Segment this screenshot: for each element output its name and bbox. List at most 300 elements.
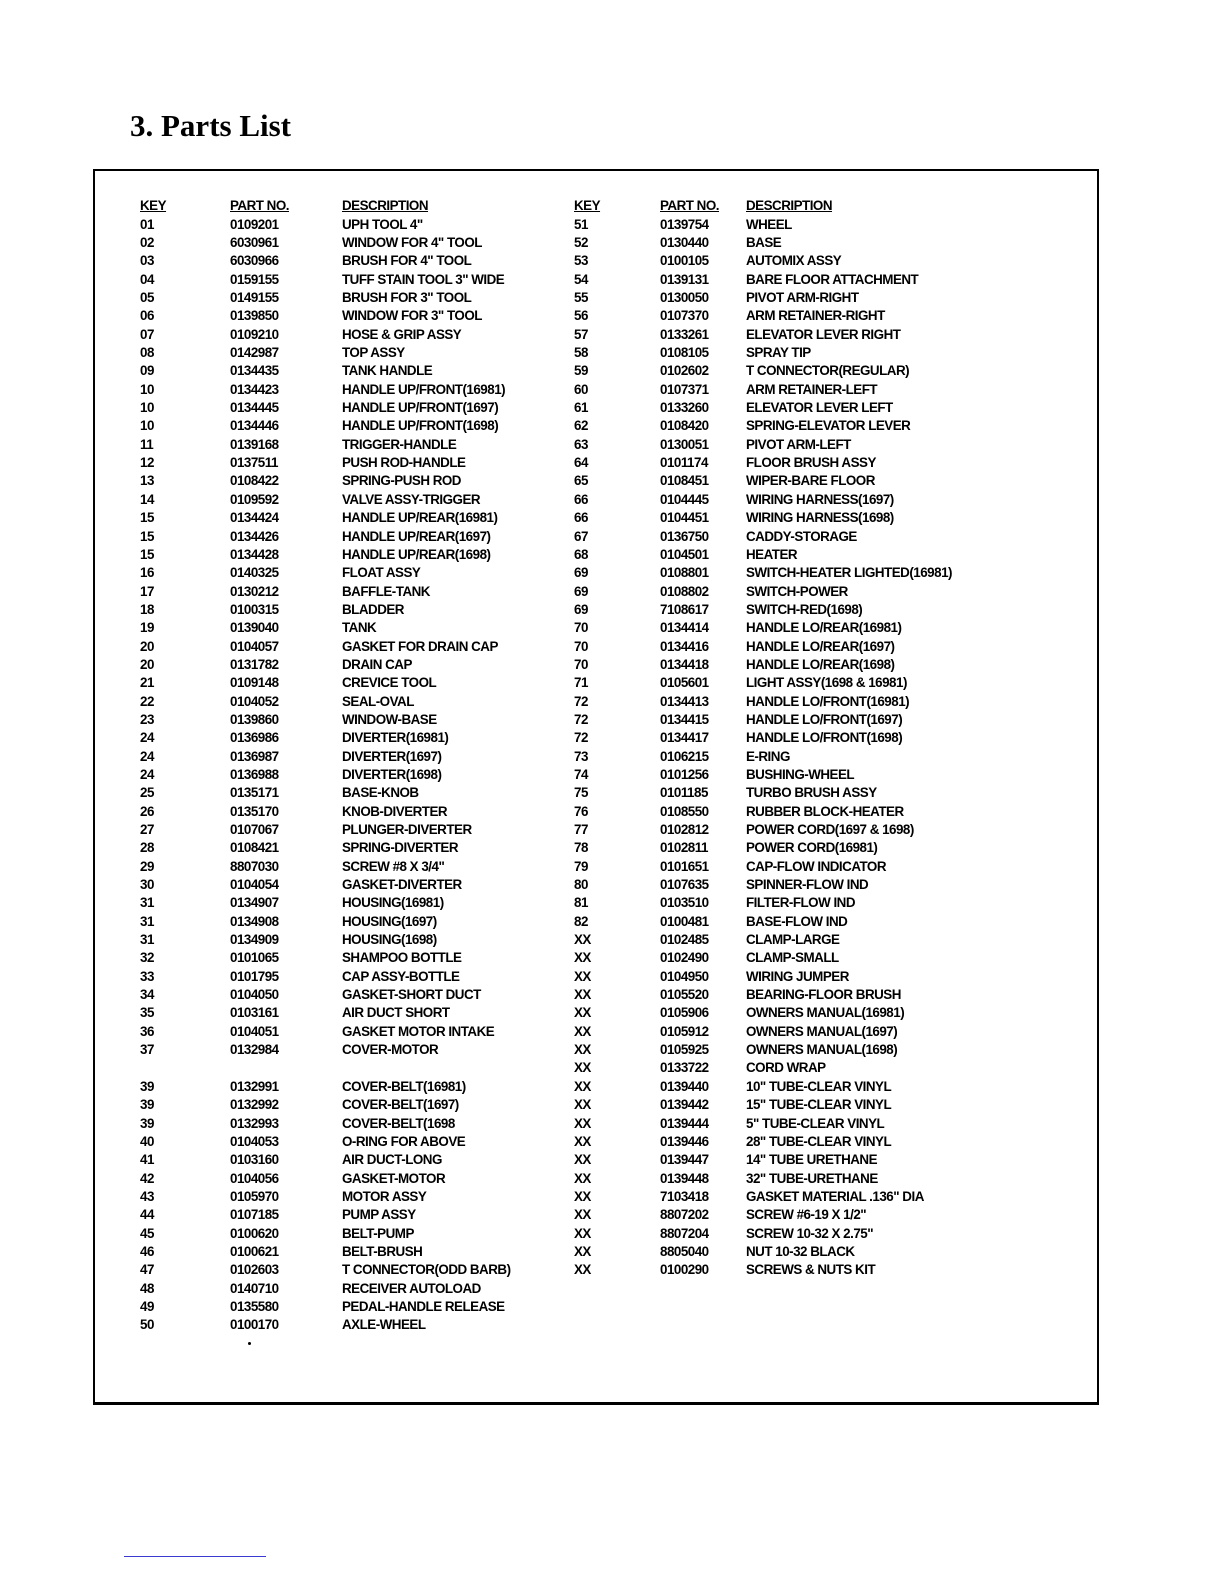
key-cell: 15 xyxy=(140,510,154,526)
description-cell: SCREW #6-19 X 1/2" xyxy=(746,1207,867,1223)
part-no-cell: 8807202 xyxy=(660,1207,709,1223)
bottom-rule xyxy=(124,1556,266,1557)
part-no-cell: 0136986 xyxy=(230,730,279,746)
part-no-cell: 0135580 xyxy=(230,1298,279,1314)
key-cell: 10 xyxy=(140,400,154,416)
key-cell: 02 xyxy=(140,235,154,251)
description-cell: ELEVATOR LEVER RIGHT xyxy=(746,326,901,342)
part-no-cell: 0100620 xyxy=(230,1225,279,1241)
description-cell: HANDLE LO/REAR(1697) xyxy=(746,638,895,654)
part-no-cell: 0131782 xyxy=(230,656,279,672)
table-row xyxy=(574,729,1006,747)
description-cell: LIGHT ASSY(1698 & 16981) xyxy=(746,675,907,691)
description-cell: SCREWS & NUTS KIT xyxy=(746,1262,876,1278)
description-cell: WIPER-BARE FLOOR xyxy=(746,473,875,489)
key-cell: 20 xyxy=(140,656,154,672)
description-cell: WIRING HARNESS(1697) xyxy=(746,491,894,507)
part-no-cell: 0139447 xyxy=(660,1152,709,1168)
table-row xyxy=(140,1316,572,1334)
description-cell: AIR DUCT SHORT xyxy=(342,1005,450,1021)
part-no-cell: 0104057 xyxy=(230,638,279,654)
table-row xyxy=(140,1242,572,1260)
header-description: DESCRIPTION xyxy=(746,197,833,213)
key-cell: 33 xyxy=(140,968,154,984)
table-row xyxy=(574,252,1006,270)
key-cell: 20 xyxy=(140,638,154,654)
key-cell: 21 xyxy=(140,675,154,691)
key-cell: XX xyxy=(574,1097,591,1113)
part-no-cell: 7103418 xyxy=(660,1188,709,1204)
description-cell: HANDLE LO/FRONT(1698) xyxy=(746,730,903,746)
part-no-cell: 7108617 xyxy=(660,601,709,617)
description-cell: HOUSING(16981) xyxy=(342,895,444,911)
table-row xyxy=(574,1187,1006,1205)
table-row xyxy=(140,930,572,948)
table-row xyxy=(140,545,572,563)
key-cell: 76 xyxy=(574,803,588,819)
key-cell: 26 xyxy=(140,803,154,819)
key-cell: 23 xyxy=(140,711,154,727)
key-cell: XX xyxy=(574,1152,591,1168)
table-row xyxy=(574,637,1006,655)
key-cell: 77 xyxy=(574,822,588,838)
part-no-cell: 0108105 xyxy=(660,345,709,361)
part-no-cell: 0136750 xyxy=(660,528,709,544)
key-cell: 22 xyxy=(140,693,154,709)
part-no-cell: 0109148 xyxy=(230,675,279,691)
table-row xyxy=(140,490,572,508)
part-no-cell: 0108421 xyxy=(230,840,279,856)
table-row xyxy=(140,472,572,490)
table-row xyxy=(140,307,572,325)
table-row xyxy=(574,875,1006,893)
key-cell: 81 xyxy=(574,895,588,911)
key-cell: 48 xyxy=(140,1280,154,1296)
description-cell: PLUNGER-DIVERTER xyxy=(342,822,472,838)
key-cell: 66 xyxy=(574,491,588,507)
description-cell: BASE xyxy=(746,235,782,251)
table-row xyxy=(140,1169,572,1187)
description-cell: TANK HANDLE xyxy=(342,363,433,379)
key-cell: 60 xyxy=(574,381,588,397)
table-row xyxy=(140,325,572,343)
key-cell: 24 xyxy=(140,748,154,764)
table-row xyxy=(140,655,572,673)
description-cell: DIVERTER(1698) xyxy=(342,766,442,782)
key-cell: 70 xyxy=(574,620,588,636)
table-row xyxy=(574,1261,1006,1279)
description-cell: HANDLE UP/FRONT(1697) xyxy=(342,400,499,416)
description-cell: PIVOT ARM-LEFT xyxy=(746,436,851,452)
description-cell: CLAMP-SMALL xyxy=(746,950,839,966)
description-cell: CREVICE TOOL xyxy=(342,675,437,691)
part-no-cell: 0102602 xyxy=(660,363,709,379)
part-no-cell: 0102603 xyxy=(230,1262,279,1278)
header-part-no: PART NO. xyxy=(660,197,719,213)
table-row xyxy=(140,1297,572,1315)
description-cell: E-RING xyxy=(746,748,790,764)
table-row xyxy=(574,582,1006,600)
part-no-cell: 0100621 xyxy=(230,1243,279,1259)
header-key: KEY xyxy=(140,197,167,213)
description-cell: UPH TOOL 4" xyxy=(342,216,423,232)
table-row xyxy=(574,655,1006,673)
part-no-cell: 0101065 xyxy=(230,950,279,966)
description-cell: FLOAT ASSY xyxy=(342,565,421,581)
table-row xyxy=(140,1151,572,1169)
part-no-cell: 0136988 xyxy=(230,766,279,782)
part-no-cell: 0106215 xyxy=(660,748,709,764)
key-cell: XX xyxy=(574,1188,591,1204)
key-cell: 79 xyxy=(574,858,588,874)
part-no-cell: 0132993 xyxy=(230,1115,279,1131)
key-cell: 03 xyxy=(140,253,154,269)
description-cell: TRIGGER-HANDLE xyxy=(342,436,457,452)
table-row xyxy=(140,674,572,692)
part-no-cell: 0139440 xyxy=(660,1078,709,1094)
part-no-cell: 0134414 xyxy=(660,620,709,636)
table-row xyxy=(574,894,1006,912)
key-cell: 14 xyxy=(140,491,154,507)
part-no-cell: 0100105 xyxy=(660,253,709,269)
key-cell: 78 xyxy=(574,840,588,856)
key-cell: 59 xyxy=(574,363,588,379)
table-row xyxy=(574,215,1006,233)
key-cell: XX xyxy=(574,1207,591,1223)
part-no-cell: 0104056 xyxy=(230,1170,279,1186)
table-row xyxy=(140,1132,572,1150)
description-cell: BARE FLOOR ATTACHMENT xyxy=(746,271,919,287)
part-no-cell: 0134907 xyxy=(230,895,279,911)
key-cell: 27 xyxy=(140,822,154,838)
key-cell: 39 xyxy=(140,1115,154,1131)
table-row xyxy=(140,875,572,893)
key-cell: 61 xyxy=(574,400,588,416)
description-cell: ARM RETAINER-LEFT xyxy=(746,381,878,397)
description-cell: SPRING-PUSH ROD xyxy=(342,473,461,489)
part-no-cell: 0133260 xyxy=(660,400,709,416)
part-no-cell: 0132991 xyxy=(230,1078,279,1094)
part-no-cell: 0108451 xyxy=(660,473,709,489)
table-row xyxy=(574,619,1006,637)
rows-right xyxy=(574,215,1006,1279)
key-cell: 80 xyxy=(574,877,588,893)
part-no-cell: 0134435 xyxy=(230,363,279,379)
table-row xyxy=(574,1059,1006,1077)
part-no-cell: 0109592 xyxy=(230,491,279,507)
key-cell: 07 xyxy=(140,326,154,342)
description-cell: POWER CORD(1697 & 1698) xyxy=(746,822,914,838)
key-cell: XX xyxy=(574,950,591,966)
part-no-cell: 0136987 xyxy=(230,748,279,764)
description-cell: TUFF STAIN TOOL 3" WIDE xyxy=(342,271,505,287)
description-cell: 28" TUBE-CLEAR VINYL xyxy=(746,1133,892,1149)
key-cell: 49 xyxy=(140,1298,154,1314)
description-cell: AUTOMIX ASSY xyxy=(746,253,842,269)
part-no-cell: 0108802 xyxy=(660,583,709,599)
table-row xyxy=(574,545,1006,563)
key-cell: XX xyxy=(574,1060,591,1076)
description-cell: DIVERTER(16981) xyxy=(342,730,449,746)
table-row xyxy=(140,252,572,270)
table-row xyxy=(574,398,1006,416)
key-cell: 55 xyxy=(574,290,588,306)
key-cell: 31 xyxy=(140,932,154,948)
part-no-cell: 0107371 xyxy=(660,381,709,397)
part-no-cell: 0107067 xyxy=(230,822,279,838)
table-row xyxy=(574,949,1006,967)
key-cell: 09 xyxy=(140,363,154,379)
table-row xyxy=(574,1206,1006,1224)
description-cell: HANDLE LO/FRONT(1697) xyxy=(746,711,903,727)
part-no-cell: 0137511 xyxy=(230,455,278,471)
table-row xyxy=(140,380,572,398)
table-row xyxy=(140,509,572,527)
table-row xyxy=(574,417,1006,435)
key-cell: 34 xyxy=(140,987,154,1003)
table-row xyxy=(140,912,572,930)
part-no-cell: 0108422 xyxy=(230,473,279,489)
description-cell: CADDY-STORAGE xyxy=(746,528,857,544)
part-no-cell: 0109201 xyxy=(230,216,279,232)
part-no-cell: 0104950 xyxy=(660,968,709,984)
part-no-cell: 0134418 xyxy=(660,656,709,672)
key-cell: 70 xyxy=(574,638,588,654)
description-cell: SPRAY TIP xyxy=(746,345,811,361)
key-cell: 73 xyxy=(574,748,588,764)
table-row xyxy=(140,985,572,1003)
description-cell: 10" TUBE-CLEAR VINYL xyxy=(746,1078,892,1094)
description-cell: COVER-BELT(1698 xyxy=(342,1115,455,1131)
table-row xyxy=(574,600,1006,618)
key-cell: 41 xyxy=(140,1152,154,1168)
description-cell: WINDOW FOR 4" TOOL xyxy=(342,235,482,251)
table-row xyxy=(140,270,572,288)
table-row xyxy=(140,1059,572,1077)
description-cell: AXLE-WHEEL xyxy=(342,1317,426,1333)
description-cell: ARM RETAINER-RIGHT xyxy=(746,308,885,324)
description-cell: HANDLE UP/REAR(1698) xyxy=(342,546,491,562)
key-cell: 63 xyxy=(574,436,588,452)
part-no-cell: 0105520 xyxy=(660,987,709,1003)
description-cell: BRUSH FOR 4" TOOL xyxy=(342,253,472,269)
table-row xyxy=(574,1022,1006,1040)
description-cell: COVER-BELT(1697) xyxy=(342,1097,459,1113)
part-no-cell: 0134909 xyxy=(230,932,279,948)
part-no-cell: 0109210 xyxy=(230,326,279,342)
key-cell: XX xyxy=(574,1023,591,1039)
key-cell: XX xyxy=(574,987,591,1003)
key-cell: 17 xyxy=(140,583,154,599)
key-cell: 56 xyxy=(574,308,588,324)
key-cell: XX xyxy=(574,1225,591,1241)
table-row xyxy=(574,784,1006,802)
table-row xyxy=(574,985,1006,1003)
key-cell: 44 xyxy=(140,1207,154,1223)
table-row xyxy=(140,949,572,967)
part-no-cell: 0134428 xyxy=(230,546,279,562)
table-row xyxy=(140,802,572,820)
description-cell: PUMP ASSY xyxy=(342,1207,416,1223)
part-no-cell: 0140325 xyxy=(230,565,279,581)
part-no-cell: 0108550 xyxy=(660,803,709,819)
header-row-left xyxy=(140,195,572,215)
table-row xyxy=(574,343,1006,361)
table-row xyxy=(574,820,1006,838)
part-no-cell: 0135170 xyxy=(230,803,279,819)
table-row xyxy=(140,398,572,416)
key-cell: 04 xyxy=(140,271,154,287)
part-no-cell: 0104053 xyxy=(230,1133,279,1149)
part-no-cell: 0139131 xyxy=(660,271,709,287)
table-row xyxy=(140,1224,572,1242)
parts-column-right xyxy=(574,195,1006,1279)
part-no-cell: 0104050 xyxy=(230,987,279,1003)
key-cell: 13 xyxy=(140,473,154,489)
description-cell: 5" TUBE-CLEAR VINYL xyxy=(746,1115,885,1131)
table-row xyxy=(140,564,572,582)
key-cell: XX xyxy=(574,1042,591,1058)
description-cell: WHEEL xyxy=(746,216,792,232)
key-cell: 74 xyxy=(574,766,588,782)
part-no-cell: 0100481 xyxy=(660,913,709,929)
part-no-cell: 0159155 xyxy=(230,271,279,287)
description-cell: SCREW 10-32 X 2.75" xyxy=(746,1225,874,1241)
key-cell: 65 xyxy=(574,473,588,489)
table-row xyxy=(140,1279,572,1297)
table-row xyxy=(574,967,1006,985)
table-row xyxy=(574,802,1006,820)
key-cell: 69 xyxy=(574,583,588,599)
part-no-cell: 0130050 xyxy=(660,290,709,306)
description-cell: OWNERS MANUAL(16981) xyxy=(746,1005,905,1021)
part-no-cell: 0130051 xyxy=(660,436,709,452)
description-cell: HANDLE LO/REAR(1698) xyxy=(746,656,895,672)
part-no-cell: 0103510 xyxy=(660,895,709,911)
key-cell: XX xyxy=(574,1170,591,1186)
table-row xyxy=(574,325,1006,343)
table-row xyxy=(140,1077,572,1095)
key-cell: 42 xyxy=(140,1170,154,1186)
description-cell: COVER-BELT(16981) xyxy=(342,1078,466,1094)
table-row xyxy=(574,233,1006,251)
key-cell: 82 xyxy=(574,913,588,929)
description-cell: HEATER xyxy=(746,546,798,562)
description-cell: FLOOR BRUSH ASSY xyxy=(746,455,876,471)
table-row xyxy=(574,527,1006,545)
part-no-cell: 0133261 xyxy=(660,326,709,342)
table-row xyxy=(140,1004,572,1022)
table-row xyxy=(140,1187,572,1205)
part-no-cell: 0134446 xyxy=(230,418,279,434)
speck xyxy=(248,1342,251,1345)
description-cell: PUSH ROD-HANDLE xyxy=(342,455,466,471)
part-no-cell: 0139754 xyxy=(660,216,709,232)
part-no-cell: 0108801 xyxy=(660,565,709,581)
table-row xyxy=(574,1114,1006,1132)
key-cell: 06 xyxy=(140,308,154,324)
part-no-cell: 0104445 xyxy=(660,491,709,507)
description-cell: HOUSING(1697) xyxy=(342,913,437,929)
key-cell: 10 xyxy=(140,418,154,434)
table-row xyxy=(574,472,1006,490)
description-cell: WINDOW FOR 3" TOOL xyxy=(342,308,482,324)
part-no-cell: 6030961 xyxy=(230,235,279,251)
part-no-cell: 0105906 xyxy=(660,1005,709,1021)
key-cell: 46 xyxy=(140,1243,154,1259)
description-cell: NUT 10-32 BLACK xyxy=(746,1243,855,1259)
page-title: 3. Parts List xyxy=(130,108,292,143)
key-cell: 15 xyxy=(140,546,154,562)
table-row xyxy=(140,894,572,912)
part-no-cell: 0134417 xyxy=(660,730,709,746)
key-cell: 62 xyxy=(574,418,588,434)
table-row xyxy=(574,747,1006,765)
description-cell: SPRING-DIVERTER xyxy=(342,840,459,856)
part-no-cell: 0139168 xyxy=(230,436,279,452)
key-cell: 72 xyxy=(574,693,588,709)
part-no-cell: 0101795 xyxy=(230,968,279,984)
key-cell: 50 xyxy=(140,1317,154,1333)
part-no-cell: 8805040 xyxy=(660,1243,709,1259)
table-row xyxy=(574,1132,1006,1150)
key-cell: 67 xyxy=(574,528,588,544)
description-cell: TOP ASSY xyxy=(342,345,405,361)
table-row xyxy=(574,453,1006,471)
table-row xyxy=(574,1242,1006,1260)
description-cell: OWNERS MANUAL(1698) xyxy=(746,1042,898,1058)
part-no-cell: 0108420 xyxy=(660,418,709,434)
table-row xyxy=(140,453,572,471)
description-cell: GASKET-MOTOR xyxy=(342,1170,446,1186)
part-no-cell: 0139442 xyxy=(660,1097,709,1113)
description-cell: PEDAL-HANDLE RELEASE xyxy=(342,1298,505,1314)
table-row xyxy=(140,417,572,435)
description-cell: HANDLE LO/REAR(16981) xyxy=(746,620,902,636)
key-cell: 16 xyxy=(140,565,154,581)
description-cell: HOSE & GRIP ASSY xyxy=(342,326,462,342)
key-cell: 24 xyxy=(140,730,154,746)
key-cell: XX xyxy=(574,1005,591,1021)
table-row xyxy=(574,1224,1006,1242)
table-row xyxy=(140,637,572,655)
key-cell: 36 xyxy=(140,1023,154,1039)
key-cell: 69 xyxy=(574,565,588,581)
description-cell: HANDLE UP/REAR(16981) xyxy=(342,510,498,526)
description-cell: VALVE ASSY-TRIGGER xyxy=(342,491,481,507)
key-cell: 64 xyxy=(574,455,588,471)
key-cell: 40 xyxy=(140,1133,154,1149)
key-cell: 15 xyxy=(140,528,154,544)
table-row xyxy=(574,674,1006,692)
header-key: KEY xyxy=(574,197,601,213)
description-cell: SEAL-OVAL xyxy=(342,693,414,709)
part-no-cell: 0100170 xyxy=(230,1317,279,1333)
description-cell: RECEIVER AUTOLOAD xyxy=(342,1280,481,1296)
table-row xyxy=(574,710,1006,728)
description-cell: WIRING HARNESS(1698) xyxy=(746,510,894,526)
description-cell: DRAIN CAP xyxy=(342,656,412,672)
table-row xyxy=(574,490,1006,508)
key-cell: XX xyxy=(574,1262,591,1278)
key-cell: 43 xyxy=(140,1188,154,1204)
part-no-cell: 0107635 xyxy=(660,877,709,893)
key-cell: 28 xyxy=(140,840,154,856)
part-no-cell: 0101256 xyxy=(660,766,709,782)
key-cell: 32 xyxy=(140,950,154,966)
part-no-cell: 0139448 xyxy=(660,1170,709,1186)
table-row xyxy=(574,1004,1006,1022)
